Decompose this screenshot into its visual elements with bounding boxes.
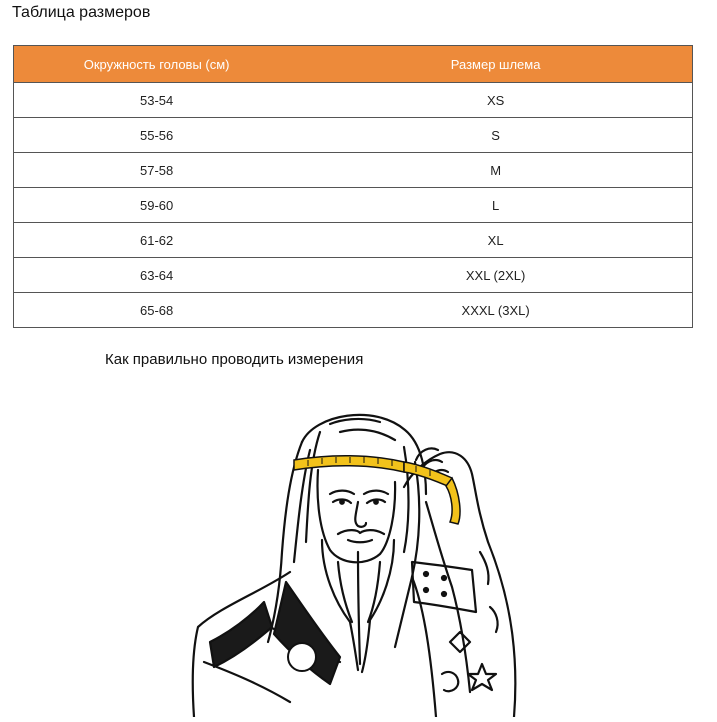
- table-row: [14, 83, 693, 118]
- table-row: [14, 258, 693, 293]
- helmet-size-cell: XS: [299, 83, 692, 118]
- head-circumference-cell: 61-62: [14, 223, 300, 258]
- helmet-size-cell: XXXL (3XL): [299, 293, 692, 328]
- header-head-circumference: Окружность головы (см): [14, 46, 300, 83]
- jacket-badge-icon: [288, 643, 316, 671]
- head-circumference-cell: 57-58: [14, 153, 300, 188]
- head-measurement-illustration: [190, 402, 520, 717]
- size-chart-table: [13, 45, 693, 328]
- head-circumference-cell: 65-68: [14, 293, 300, 328]
- helmet-size-cell: XXL (2XL): [299, 258, 692, 293]
- head-circumference-cell: 53-54: [14, 83, 300, 118]
- page-title: Таблица размеров: [12, 4, 151, 21]
- table-row: [14, 153, 693, 188]
- helmet-size-cell: L: [299, 188, 692, 223]
- head-circumference-cell: 59-60: [14, 188, 300, 223]
- table-header-row: [14, 46, 693, 83]
- head-circumference-cell: 63-64: [14, 258, 300, 293]
- table-row: [14, 223, 693, 258]
- head-circumference-cell: 55-56: [14, 118, 300, 153]
- helmet-size-cell: S: [299, 118, 692, 153]
- head-measurement-icon: [190, 402, 520, 717]
- measure-instructions-title: Как правильно проводить измерения: [105, 351, 364, 368]
- helmet-size-cell: XL: [299, 223, 692, 258]
- helmet-size-cell: M: [299, 153, 692, 188]
- table-row: [14, 118, 693, 153]
- table-row: [14, 293, 693, 328]
- table-row: [14, 188, 693, 223]
- header-helmet-size: Размер шлема: [299, 46, 692, 83]
